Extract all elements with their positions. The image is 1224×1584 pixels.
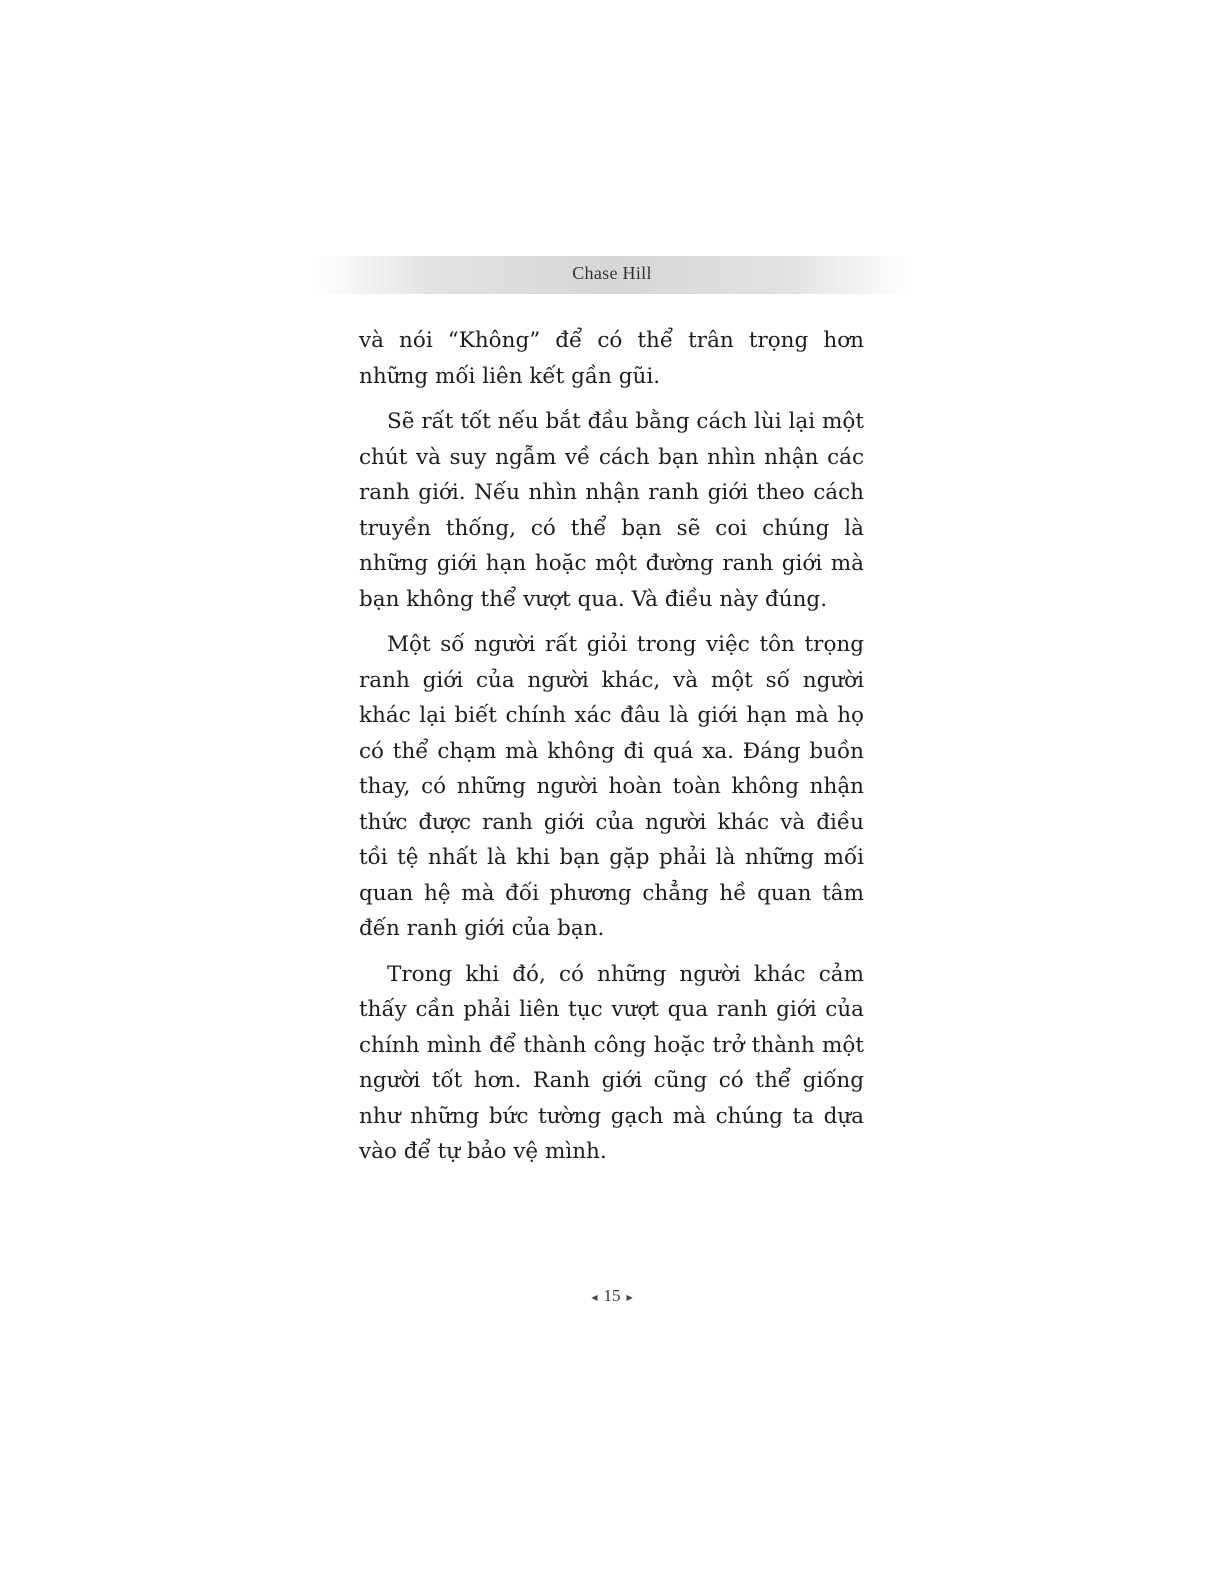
page-number-footer — [0, 1286, 1224, 1306]
paragraph: Sẽ rất tốt nếu bắt đầu bằng cách lùi lại một chút và suy ngẫm về cách bạn nhìn nhận các ranh giới. Nếu nhìn nhận ranh giới theo cách truyền thống, có thể bạn sẽ coi chúng là những giới hạn hoặc một đường ranh giới mà bạn không thể vượt qua. Và điều này đúng. — [359, 409, 864, 612]
body-text — [359, 323, 864, 1180]
left-triangle-icon: ◀ — [591, 1292, 598, 1302]
right-triangle-icon: ▶ — [626, 1292, 633, 1302]
paragraph: Một số người rất giỏi trong việc tôn trọng ranh giới của người khác, và một số người khác lại biết chính xác đâu là giới hạn mà họ có thể chạm mà không đi quá xa. Đáng buồn thay, có những người hoàn toàn không nhận thức được ranh giới của người khác và điều tồi tệ nhất là khi bạn gặp phải là những mối quan hệ mà đối phương chẳng hề quan tâm đến ranh giới của bạn. — [359, 632, 864, 941]
running-head-author: Chase Hill — [572, 263, 652, 283]
page-number: 15 — [603, 1286, 621, 1305]
paragraph: Trong khi đó, có những người khác cảm thấy cần phải liên tục vượt qua ranh giới của chính mình để thành công hoặc trở thành một người tốt hơn. Ranh giới cũng có thể giống như những bức tường gạch mà chúng ta dựa vào để tự bảo vệ mình. — [359, 961, 864, 1164]
paragraph-continuation: và nói “Không” để có thể trân trọng hơn những mối liên kết gần gũi. — [359, 328, 864, 389]
